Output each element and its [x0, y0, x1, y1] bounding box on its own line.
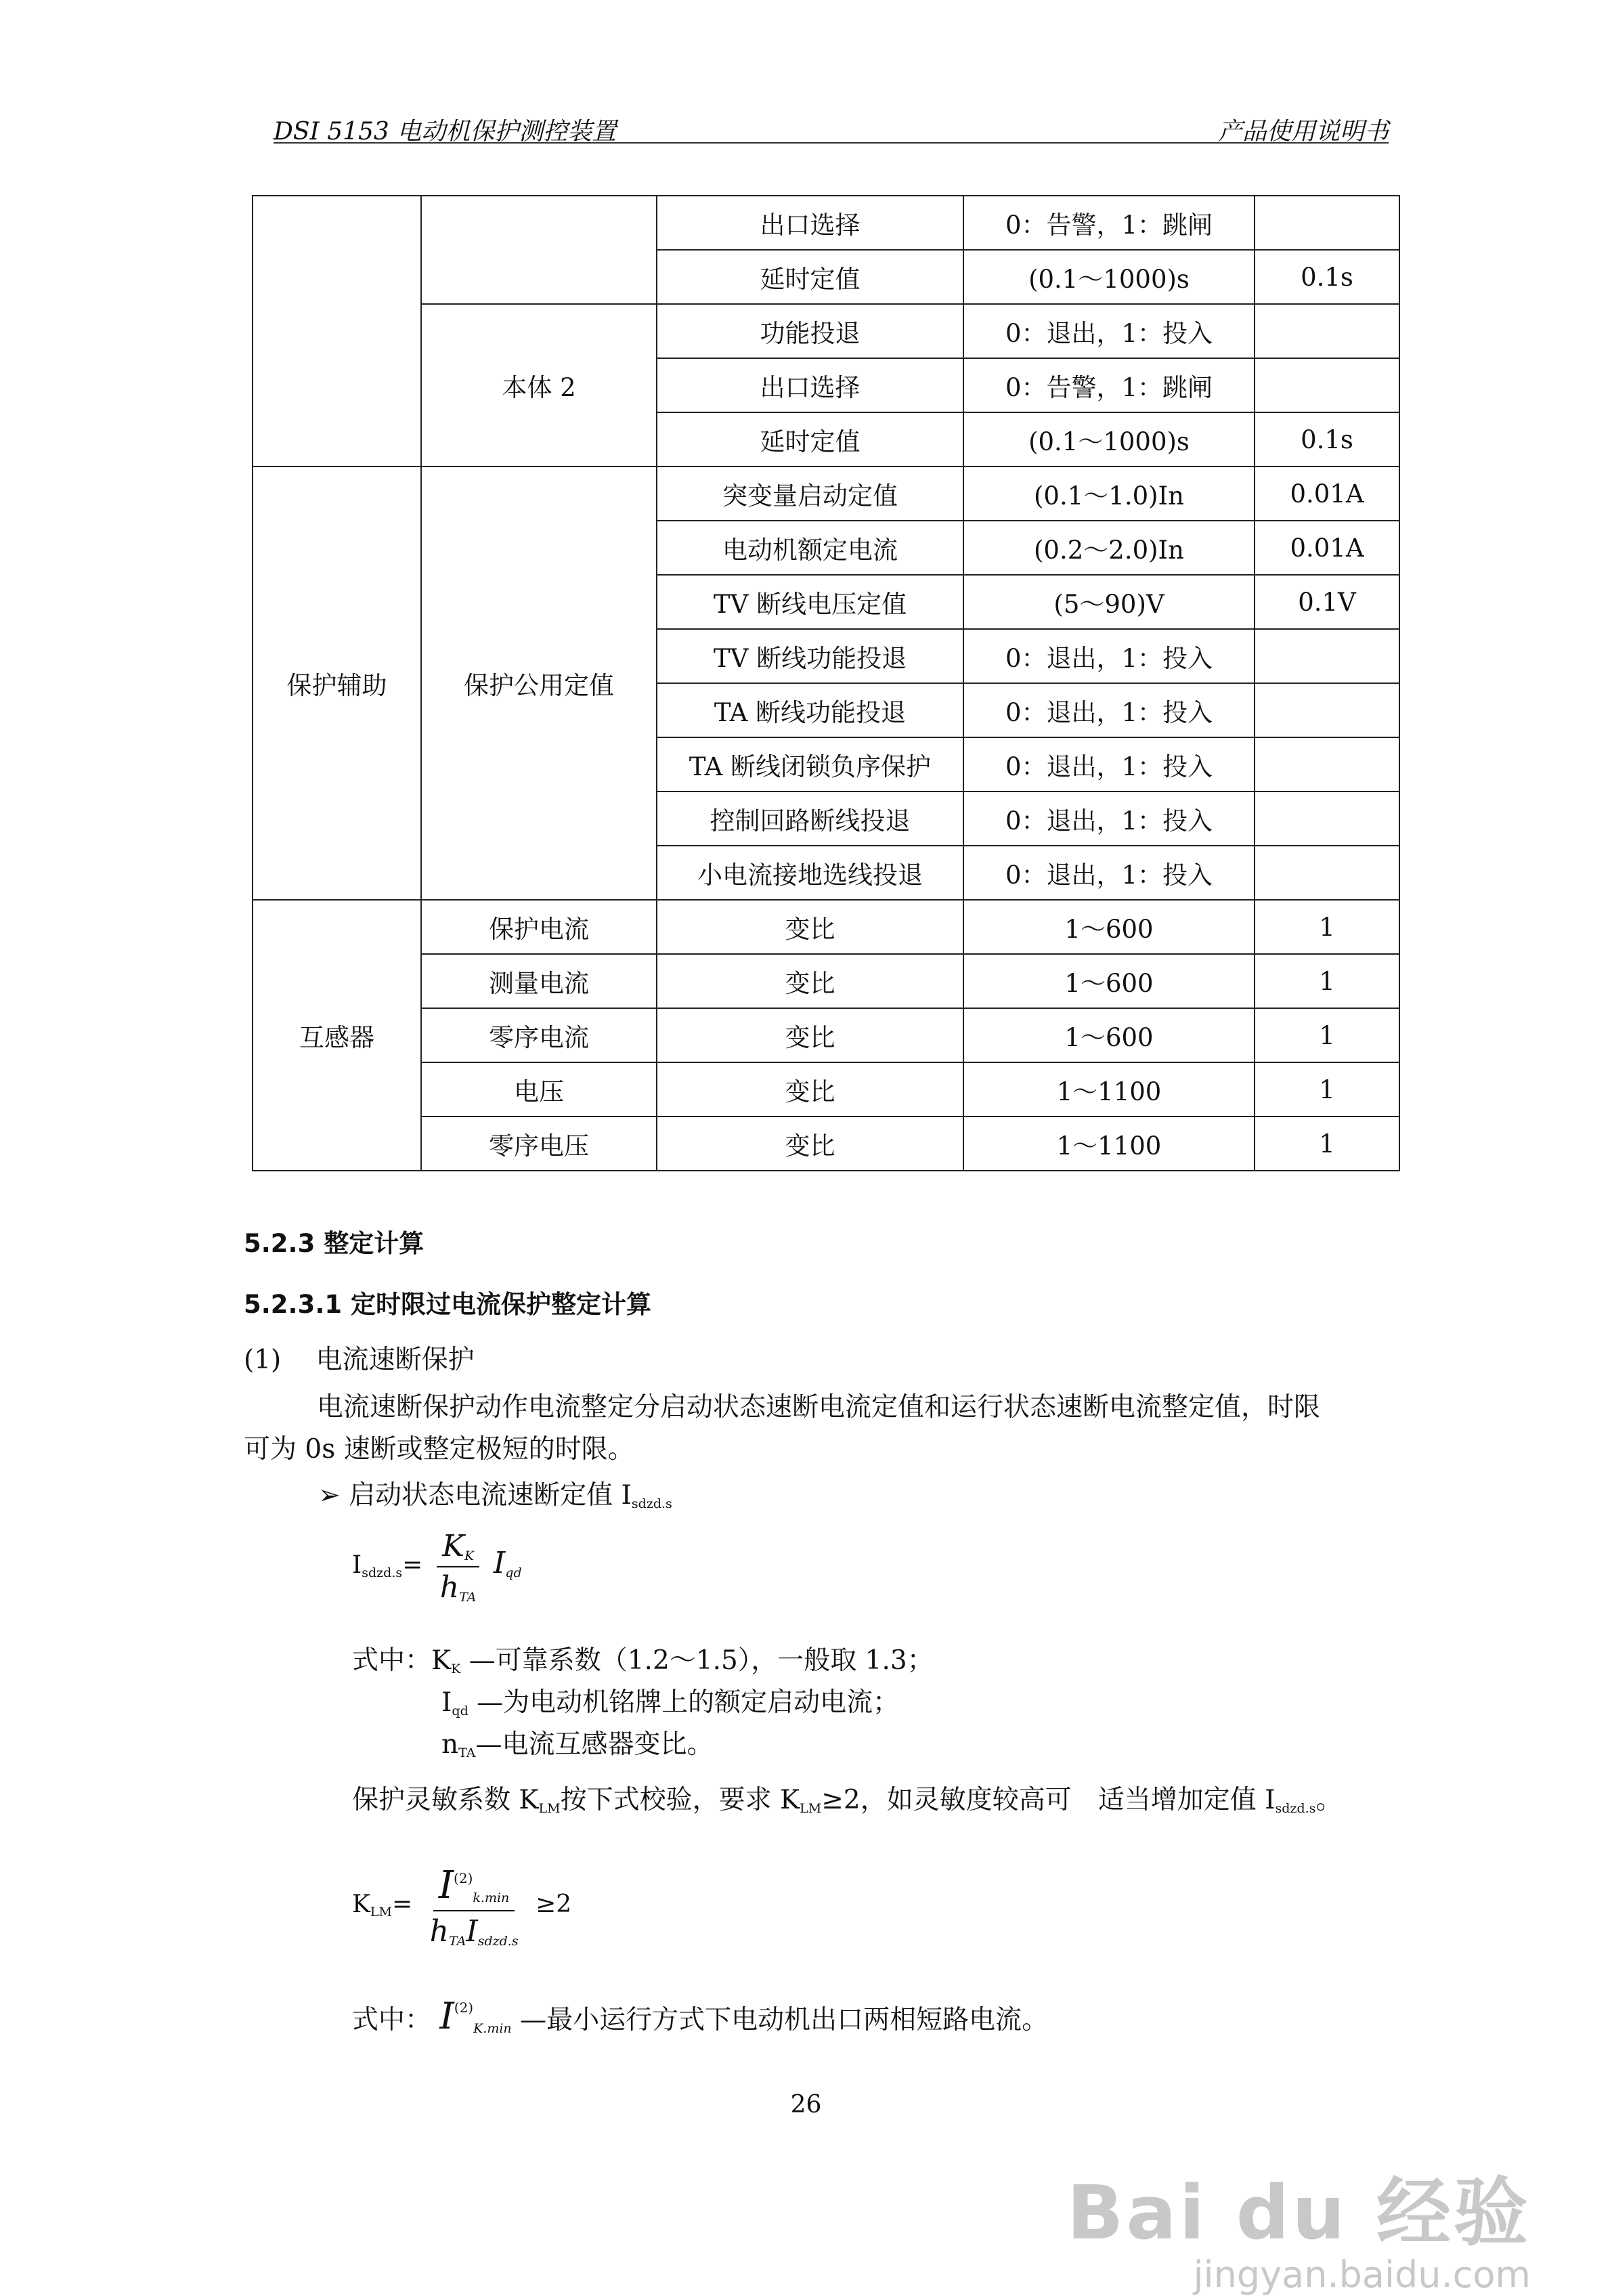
fraction-numerator: [437, 1529, 479, 1567]
symbol: I: [466, 1914, 478, 1949]
group-label: 互感器: [253, 900, 421, 1171]
subscript: K.min: [473, 2021, 512, 2036]
param-range: (5～90)V: [963, 575, 1255, 629]
formula-lhs: K: [352, 1890, 370, 1918]
formula-2: [352, 1863, 571, 1949]
subscript: TA: [459, 1590, 477, 1605]
subscript: sdzd.s: [362, 1565, 403, 1580]
param-step: [1255, 846, 1399, 900]
formula-eq: =: [391, 1890, 413, 1918]
where-text: —最小运行方式下电动机出口两相短路电流。: [511, 2005, 1049, 2035]
table-row: [253, 467, 1399, 521]
param-range: 1～1100: [963, 1117, 1255, 1171]
param-range: 0：退出，1：投入: [963, 737, 1255, 792]
param-step: [1255, 737, 1399, 792]
param-range: 0：告警，1：跳闸: [963, 196, 1255, 250]
subscript: k.min: [473, 1890, 510, 1905]
param-step: 0.01A: [1255, 467, 1399, 521]
param-step: [1255, 683, 1399, 737]
item-heading-1: (1) 电流速断保护: [244, 1345, 475, 1375]
where-text: —为电动机铭牌上的额定启动电流；: [468, 1687, 900, 1718]
param-name: 突变量启动定值: [657, 467, 963, 521]
subscript: K: [464, 1548, 475, 1563]
table-row: [253, 1062, 1399, 1117]
param-name: 出口选择: [657, 196, 963, 250]
header-divider: [274, 142, 1389, 144]
sensitivity-text: ≥2，如灵敏度较高可 适当增加定值 I: [821, 1785, 1276, 1815]
sub-group-label: 零序电流: [421, 1008, 657, 1062]
subscript: sdzd.s: [477, 1934, 519, 1949]
param-name: 出口选择: [657, 358, 963, 412]
paragraph-line: 电流速断保护动作电流整定分启动状态速断电流定值和运行状态速断电流整定值，时限: [317, 1392, 1321, 1423]
superscript: (2): [454, 1999, 474, 2016]
sub-group-label: 保护电流: [421, 900, 657, 954]
sensitivity-line: [352, 1785, 1342, 1817]
sensitivity-text: 。: [1315, 1785, 1343, 1815]
subscript: K: [451, 1662, 461, 1676]
param-step: 1: [1255, 954, 1399, 1008]
symbol: I: [438, 1863, 454, 1907]
formula-eq: =: [402, 1551, 423, 1579]
subscript: TA: [448, 1934, 466, 1949]
sub-group-label: 测量电流: [421, 954, 657, 1008]
param-range: 0：退出，1：投入: [963, 304, 1255, 358]
group-label: 保护辅助: [253, 467, 421, 900]
sub-group-label: 零序电压: [421, 1117, 657, 1171]
param-range: (0.2～2.0)In: [963, 521, 1255, 575]
watermark-url: jingyan.baidu.com: [1193, 2253, 1531, 2296]
subscript: qd: [505, 1565, 522, 1580]
param-step: 0.1s: [1255, 250, 1399, 304]
symbol: I: [493, 1546, 506, 1580]
param-range: (0.1～1.0)In: [963, 467, 1255, 521]
formula-lhs: I: [352, 1551, 362, 1579]
superscript: (2): [454, 1870, 473, 1886]
section-heading-5-2-3: 5.2.3 整定计算: [244, 1229, 424, 1258]
param-step: [1255, 358, 1399, 412]
header-manual-title: 产品使用说明书: [1217, 118, 1389, 146]
param-name: 变比: [657, 1062, 963, 1117]
param-range: (0.1～1000)s: [963, 250, 1255, 304]
formula-rhs: ≥2: [536, 1890, 572, 1918]
param-range: 1～600: [963, 1008, 1255, 1062]
bullet-item: [318, 1480, 672, 1512]
watermark-text: Bai du 经验: [1066, 2169, 1531, 2256]
group-cell-empty: [253, 196, 421, 467]
param-range: 1～600: [963, 900, 1255, 954]
param-step: 1: [1255, 1117, 1399, 1171]
param-name: 功能投退: [657, 304, 963, 358]
where-line: [352, 1995, 1048, 2039]
param-name: 变比: [657, 1008, 963, 1062]
param-range: 0：告警，1：跳闸: [963, 358, 1255, 412]
subscript: sdzd.s: [631, 1496, 672, 1511]
section-heading-5-2-3-1: 5.2.3.1 定时限过电流保护整定计算: [244, 1290, 652, 1319]
param-step: [1255, 792, 1399, 846]
parameter-table: [252, 195, 1400, 1171]
bullet-arrow-icon: ➢: [318, 1480, 341, 1511]
where-line: [441, 1729, 714, 1761]
param-step: 0.1V: [1255, 575, 1399, 629]
paragraph-line: 可为 0s 速断或整定极短的时限。: [244, 1434, 634, 1465]
table-row: [253, 304, 1399, 358]
subscript: LM: [370, 1905, 392, 1920]
sub-group-label: 电压: [421, 1062, 657, 1117]
subscript: LM: [800, 1801, 822, 1816]
fraction-denominator: [424, 1911, 524, 1949]
fraction-numerator: [433, 1863, 515, 1911]
param-step: [1255, 304, 1399, 358]
sensitivity-text: 保护灵敏系数 K: [352, 1785, 539, 1815]
where-text: 式中：: [352, 2005, 432, 2035]
param-name: 变比: [657, 900, 963, 954]
symbol: K: [442, 1529, 464, 1563]
param-name: 延时定值: [657, 412, 963, 467]
param-range: 0：退出，1：投入: [963, 683, 1255, 737]
param-range: 1～600: [963, 954, 1255, 1008]
param-step: [1255, 196, 1399, 250]
sensitivity-text: 按下式校验，要求 K: [560, 1785, 800, 1815]
watermark-logo: [1067, 2153, 1531, 2296]
header-document-title: DSI 5153 电动机保护测控装置: [274, 118, 617, 146]
table-row: [253, 954, 1399, 1008]
subscript: sdzd.s: [1275, 1801, 1316, 1816]
sub-group-label: 保护公用定值: [421, 467, 657, 900]
param-step: 1: [1255, 900, 1399, 954]
symbol: h: [439, 1570, 460, 1605]
where-text: 式中：K: [352, 1645, 452, 1676]
param-name: TV 断线功能投退: [657, 629, 963, 683]
bullet-text: 启动状态电流速断定值 I: [349, 1480, 632, 1511]
subscript: LM: [538, 1801, 561, 1816]
param-step: 0.1s: [1255, 412, 1399, 467]
symbol: h: [429, 1914, 449, 1949]
param-step: 0.01A: [1255, 521, 1399, 575]
where-line: [441, 1687, 899, 1719]
symbol: I: [439, 1995, 454, 2037]
param-name: 小电流接地选线投退: [657, 846, 963, 900]
where-text: n: [441, 1729, 459, 1760]
table-row: [253, 900, 1399, 954]
param-name: TA 断线功能投退: [657, 683, 963, 737]
subscript: TA: [458, 1746, 476, 1760]
param-range: (0.1～1000)s: [963, 412, 1255, 467]
formula-fraction: [435, 1529, 482, 1605]
table-row: [253, 1008, 1399, 1062]
param-name: 电动机额定电流: [657, 521, 963, 575]
param-name: 变比: [657, 1117, 963, 1171]
sub-group-label: 本体 2: [421, 304, 657, 467]
table-row: [253, 196, 1399, 250]
table-row: [253, 1117, 1399, 1171]
page-number: 26: [790, 2091, 822, 2119]
formula-1: [352, 1529, 522, 1605]
param-name: TA 断线闭锁负序保护: [657, 737, 963, 792]
param-range: 0：退出，1：投入: [963, 792, 1255, 846]
formula-fraction: [424, 1863, 524, 1949]
where-line: [352, 1645, 934, 1677]
param-step: [1255, 629, 1399, 683]
param-step: 1: [1255, 1008, 1399, 1062]
param-range: 0：退出，1：投入: [963, 629, 1255, 683]
fraction-denominator: [435, 1567, 482, 1605]
param-name: 控制回路断线投退: [657, 792, 963, 846]
where-text: —电流互感器变比。: [475, 1729, 714, 1760]
param-range: 1～1100: [963, 1062, 1255, 1117]
param-name: TV 断线电压定值: [657, 575, 963, 629]
param-name: 变比: [657, 954, 963, 1008]
sub-group-cell-empty: [421, 196, 657, 304]
where-text: I: [441, 1687, 452, 1718]
param-name: 延时定值: [657, 250, 963, 304]
subscript: qd: [452, 1704, 469, 1718]
where-text: —可靠系数（1.2～1.5），一般取 1.3；: [460, 1645, 934, 1676]
param-step: 1: [1255, 1062, 1399, 1117]
param-range: 0：退出，1：投入: [963, 846, 1255, 900]
